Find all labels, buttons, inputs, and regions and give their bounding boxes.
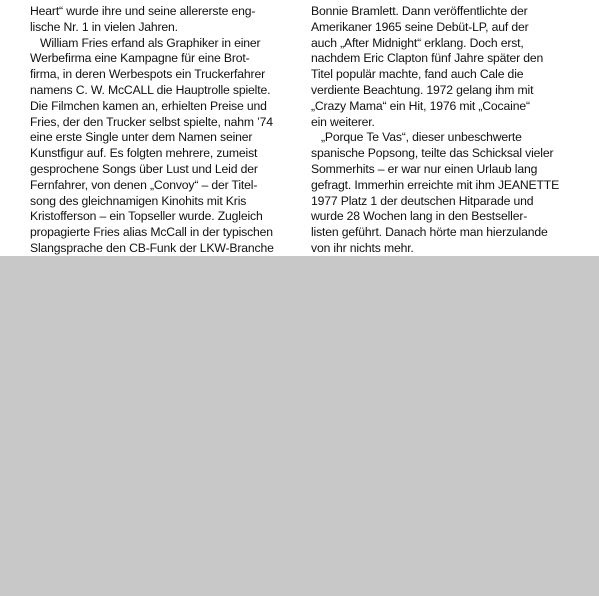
text-line: Kristofferson – ein Topseller wurde. Zugleich [30,209,263,224]
text-line: gefragt. Immerhin erreichte mit ihm JEANETTE [311,177,560,192]
text-line: Titel populär machte, fand auch Cale die [311,67,524,82]
text-line: Amerikaner 1965 seine Debüt-LP, auf der [311,19,529,34]
text-line: gesprochene Songs über Lust und Leid der [30,161,258,176]
text-line: Bonnie Bramlett. Dann veröffentlichte der [311,4,528,18]
text-line: lische Nr. 1 in vielen Jahren. [30,19,178,34]
text-line: Die Filmchen kamen an, erhielten Preise und [30,98,267,113]
text-line: Fernfahrer, von denen „Convoy“ – der Titel- [30,177,258,192]
right-text-column [311,4,561,288]
redacted-gray-area [0,256,599,596]
text-line: song des gleichnamigen Kinohits mit Kris [30,193,247,208]
text-line: wurde 28 Wochen lang in den Bestseller- [311,209,528,224]
text-line: Sommerhits – er war nur einen Urlaub lang [311,161,538,176]
text-line: „Crazy Mama“ ein Hit, 1976 mit „Cocaine“ [311,98,530,113]
text-line: Kunstfigur auf. Es folgten mehrere, zumeist [30,146,258,161]
text-line: Heart“ wurde ihre und seine allererste eng- [30,4,256,18]
text-line: 1977 Platz 1 der deutschen Hitparade und [311,193,534,208]
text-line: verdiente Beachtung. 1972 gelang ihm mit [311,82,534,97]
text-line: nachdem Eric Clapton fünf Jahre später den [311,51,544,66]
text-line: auch „After Midnight“ erklang. Doch erst, [311,35,524,50]
text-line: Fries, der den Trucker selbst spielte, nahm ’74 [30,114,273,129]
text-line: listen geführt. Danach hörte man hierzulande [311,225,548,240]
text-line: eine erste Single unter dem Namen seiner [30,130,253,145]
text-line: William Fries erfand als Graphiker in einer [40,35,261,50]
text-line: namens C. W. McCALL die Hauptrolle spielte. [30,82,271,97]
text-line: spanische Popsong, teilte das Schicksal vieler [311,146,554,161]
text-line: ein weiterer. [311,114,375,129]
text-line: von ihr nichts mehr. [311,240,414,255]
text-line: firma, in deren Werbespots ein Truckerfahrer [30,67,265,82]
text-line: propagierte Fries alias McCall in der typischen [30,225,273,240]
text-line: „Porque Te Vas“, dieser unbeschwerte [321,130,522,145]
text-line: Slangsprache den CB-Funk der LKW-Branche [30,240,274,255]
text-line: Werbefirma eine Kampagne für eine Brot- [30,51,250,66]
